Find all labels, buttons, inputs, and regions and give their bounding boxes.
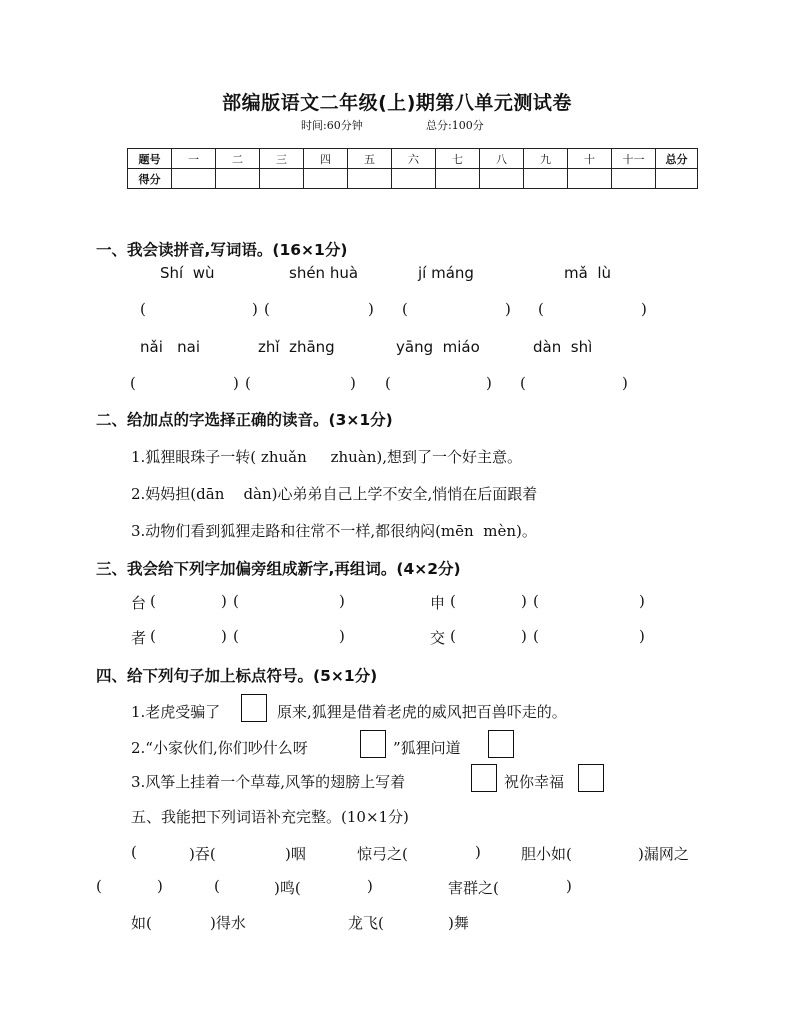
answer-paren-right: ) (368, 300, 374, 318)
punctuation-box[interactable] (360, 730, 386, 758)
answer-paren-left: ( (402, 300, 408, 318)
answer-paren-left: ( (450, 592, 456, 610)
score-cell[interactable] (524, 169, 568, 189)
answer-paren-left: ( (520, 374, 526, 392)
table-cell: 七 (436, 149, 480, 169)
score-table (127, 148, 698, 189)
answer-paren-right: ) (339, 592, 345, 610)
answer-paren-left: ( (245, 374, 251, 392)
answer-paren-right: ) (350, 374, 356, 392)
punctuation-box[interactable] (578, 764, 604, 792)
sentence-text: ”狐狸问道 (393, 739, 461, 757)
answer-paren-right: ) (221, 592, 227, 610)
radical-char: 交 (430, 629, 446, 647)
answer-paren-right: ) (475, 843, 481, 861)
answer-paren-right: ) (639, 592, 645, 610)
answer-paren-left: ( (533, 592, 539, 610)
sentence-text: 2.“小家伙们,你们吵什么呀 (131, 739, 308, 757)
idiom-text: 龙飞( (348, 914, 384, 932)
answer-paren-right: ) (521, 627, 527, 645)
score-cell[interactable] (568, 169, 612, 189)
pinyin-item: dàn shì (533, 338, 593, 356)
pinyin-item: zhǐ zhāng (258, 338, 335, 356)
answer-paren-right: ) (486, 374, 492, 392)
idiom-text: 胆小如( (521, 845, 572, 863)
table-cell: 五 (348, 149, 392, 169)
radical-char: 台 (131, 594, 147, 612)
score-cell[interactable] (612, 169, 656, 189)
exam-time: 时间:60分钟 (301, 119, 363, 132)
answer-paren-left: ( (214, 877, 220, 895)
pinyin-item: shén huà (289, 264, 359, 282)
answer-paren-left: ( (150, 592, 156, 610)
answer-paren-right: ) (622, 374, 628, 392)
section-2-heading: 二、给加点的字选择正确的读音。(3×1分) (96, 411, 393, 429)
sentence-text: 3.风筝上挂着一个草莓,风筝的翅膀上写着 (131, 773, 406, 791)
table-cell: 十 (568, 149, 612, 169)
pinyin-item: nǎi nai (140, 338, 201, 356)
answer-paren-right: ) (641, 300, 647, 318)
answer-paren-left: ( (131, 843, 137, 861)
answer-paren-right: ) (221, 627, 227, 645)
idiom-text: )咽 (285, 845, 306, 863)
page-title: 部编版语文二年级(上)期第八单元测试卷 (222, 92, 572, 114)
score-cell[interactable] (172, 169, 216, 189)
section-4-heading: 四、给下列句子加上标点符号。(5×1分) (96, 667, 378, 685)
score-cell[interactable] (348, 169, 392, 189)
section-5-heading: 五、我能把下列词语补充完整。(10×1分) (131, 808, 409, 826)
idiom-text: )舞 (448, 914, 469, 932)
table-cell: 九 (524, 149, 568, 169)
score-cell[interactable] (436, 169, 480, 189)
table-cell: 三 (260, 149, 304, 169)
table-cell: 四 (304, 149, 348, 169)
idiom-text: 如( (131, 914, 152, 932)
answer-paren-right: ) (521, 592, 527, 610)
table-cell: 六 (392, 149, 436, 169)
punctuation-box[interactable] (241, 694, 267, 722)
table-cell: 二 (216, 149, 260, 169)
pinyin-item: yāng miáo (396, 338, 480, 356)
answer-paren-left: ( (130, 374, 136, 392)
answer-paren-left: ( (233, 627, 239, 645)
idiom-text: 害群之( (448, 879, 499, 897)
question-item: 2.妈妈担(dān dàn)心弟弟自己上学不安全,悄悄在后面跟着 (131, 485, 538, 503)
answer-paren-right: ) (252, 300, 258, 318)
table-cell: 题号 (128, 149, 172, 169)
answer-paren-left: ( (140, 300, 146, 318)
pinyin-item: Shí wù (160, 264, 215, 282)
radical-char: 申 (430, 594, 446, 612)
answer-paren-left: ( (450, 627, 456, 645)
answer-paren-right: ) (566, 877, 572, 895)
table-cell: 八 (480, 149, 524, 169)
idiom-text: )得水 (210, 914, 246, 932)
table-cell: 一 (172, 149, 216, 169)
answer-paren-right: ) (157, 877, 163, 895)
answer-paren-right: ) (339, 627, 345, 645)
table-row-header (128, 149, 698, 169)
answer-paren-left: ( (96, 877, 102, 895)
radical-char: 者 (131, 629, 147, 647)
sentence-text: 原来,狐狸是借着老虎的威风把百兽吓走的。 (277, 703, 567, 721)
exam-total-score: 总分:100分 (426, 119, 484, 132)
score-cell[interactable] (216, 169, 260, 189)
answer-paren-right: ) (233, 374, 239, 392)
punctuation-box[interactable] (488, 730, 514, 758)
answer-paren-left: ( (385, 374, 391, 392)
answer-paren-left: ( (264, 300, 270, 318)
idiom-text: 惊弓之( (357, 845, 408, 863)
sentence-text: 祝你幸福 (504, 773, 565, 791)
answer-paren-right: ) (505, 300, 511, 318)
table-cell: 十一 (612, 149, 656, 169)
punctuation-box[interactable] (471, 764, 497, 792)
idiom-text: )鸣( (274, 879, 301, 897)
score-cell[interactable] (304, 169, 348, 189)
section-1-heading: 一、我会读拼音,写词语。(16×1分) (96, 241, 348, 259)
question-item: 3.动物们看到狐狸走路和往常不一样,都很纳闷(mēn mèn)。 (131, 522, 537, 540)
answer-paren-left: ( (533, 627, 539, 645)
idiom-text: )吞( (189, 845, 216, 863)
pinyin-item: mǎ lù (564, 264, 612, 282)
sentence-text: 1.老虎受骗了 (131, 703, 221, 721)
table-cell: 总分 (656, 149, 698, 169)
score-cell[interactable] (392, 169, 436, 189)
table-row-scores (128, 169, 698, 189)
table-cell: 得分 (128, 169, 172, 189)
answer-paren-right: ) (639, 627, 645, 645)
answer-paren-left: ( (150, 627, 156, 645)
score-cell[interactable] (480, 169, 524, 189)
score-cell[interactable] (260, 169, 304, 189)
answer-paren-right: ) (367, 877, 373, 895)
answer-paren-left: ( (538, 300, 544, 318)
answer-paren-left: ( (233, 592, 239, 610)
idiom-text: )漏网之 (638, 845, 689, 863)
score-cell[interactable] (656, 169, 698, 189)
section-3-heading: 三、我会给下列字加偏旁组成新字,再组词。(4×2分) (96, 560, 461, 578)
pinyin-item: jí máng (418, 264, 474, 282)
question-item: 1.狐狸眼珠子一转( zhuǎn zhuàn),想到了一个好主意。 (131, 448, 523, 466)
